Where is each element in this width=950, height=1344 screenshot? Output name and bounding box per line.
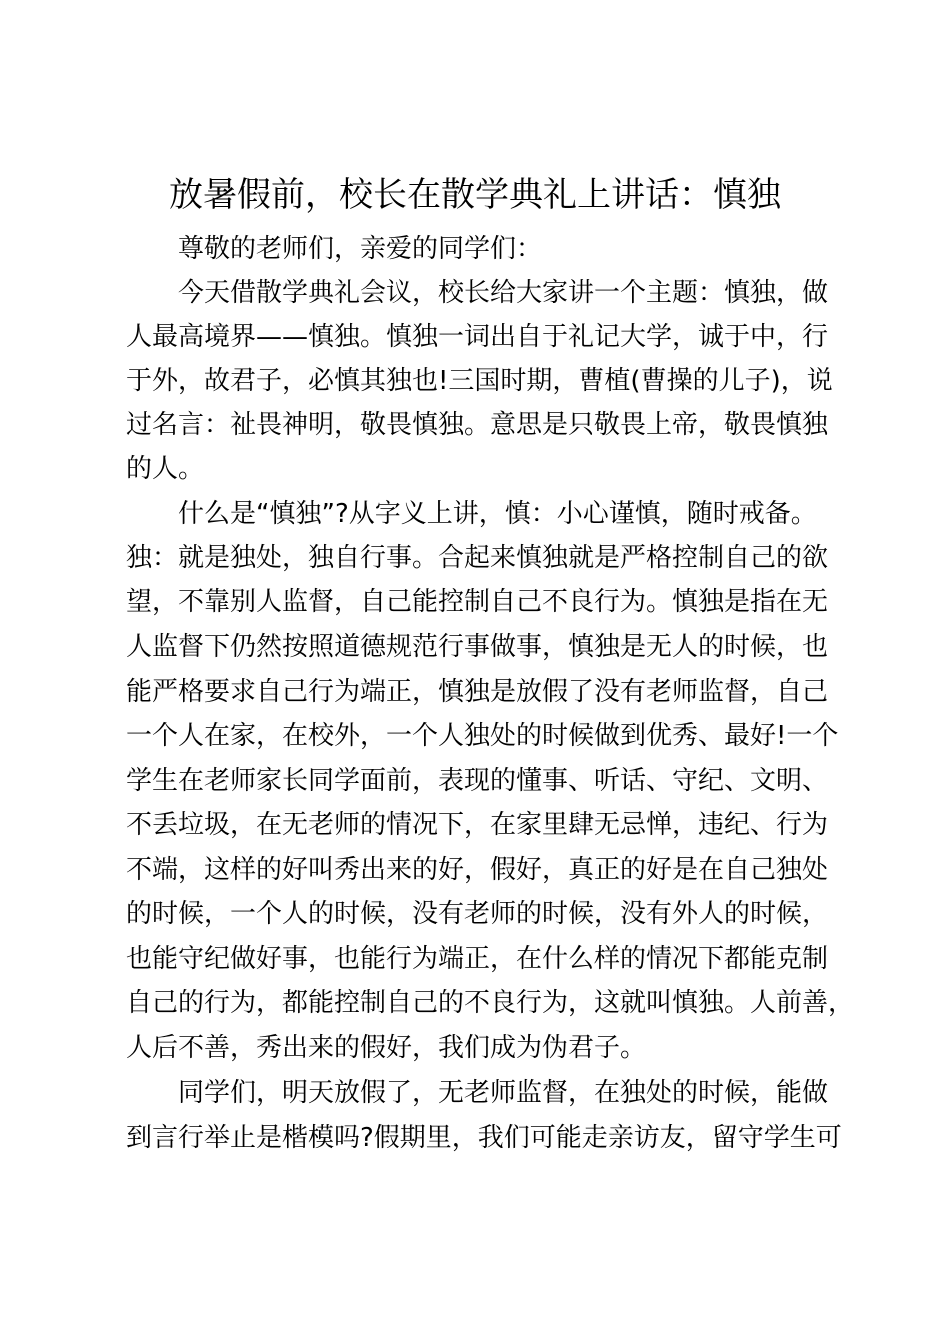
paragraph-line: 自己的行为，都能控制自己的不良行为，这就叫慎独。人前善， xyxy=(126,988,855,1018)
paragraph-line: 人监督下仍然按照道德规范行事做事，慎独是无人的时候，也 xyxy=(126,632,829,662)
paragraph-line: 不端，这样的好叫秀出来的好，假好，真正的好是在自己独处 xyxy=(126,855,829,885)
paragraph-line: 过名言：祉畏神明，敬畏慎独。意思是只敬畏上帝，敬畏慎独 xyxy=(126,410,829,440)
paragraph-line: 什么是“慎独”?从字义上讲，慎：小心谨慎，随时戒备。 xyxy=(178,499,817,529)
paragraph-line: 的时候，一个人的时候，没有老师的时候，没有外人的时候， xyxy=(126,899,829,929)
paragraph-line: 人最高境界——慎独。慎独一词出自于礼记大学，诚于中，行 xyxy=(126,322,829,352)
paragraph-line: 的人。 xyxy=(126,454,205,484)
document-title: 放暑假前，校长在散学典礼上讲话：慎独 xyxy=(169,175,781,215)
paragraph-line: 能严格要求自己行为端正，慎独是放假了没有老师监督，自己 xyxy=(126,677,829,707)
paragraph-line: 到言行举止是楷模吗?假期里，我们可能走亲访友，留守学生可 xyxy=(126,1123,842,1153)
paragraph-line: 一个人在家，在校外，一个人独处的时候做到优秀、最好!一个 xyxy=(126,721,839,751)
paragraph-line: 于外，故君子，必慎其独也!三国时期，曹植(曹操的儿子)，说 xyxy=(126,366,833,396)
paragraph-line: 同学们，明天放假了，无老师监督，在独处的时候，能做 xyxy=(178,1078,829,1108)
paragraph-line: 也能守纪做好事，也能行为端正，在什么样的情况下都能克制 xyxy=(126,944,829,974)
paragraph-line: 不丢垃圾，在无老师的情况下，在家里肆无忌惮，违纪、行为 xyxy=(126,810,829,840)
paragraph-line: 独：就是独处，独自行事。合起来慎独就是严格控制自己的欲 xyxy=(126,543,829,573)
paragraph-line: 学生在老师家长同学面前，表现的懂事、听话、守纪、文明、 xyxy=(126,766,829,796)
paragraph-line: 人后不善，秀出来的假好，我们成为伪君子。 xyxy=(126,1033,647,1063)
paragraph-line: 望，不靠别人监督，自己能控制自己不良行为。慎独是指在无 xyxy=(126,587,829,617)
greeting-line: 尊敬的老师们，亲爱的同学们： xyxy=(178,234,543,264)
paragraph-line: 今天借散学典礼会议，校长给大家讲一个主题：慎独，做 xyxy=(178,278,829,308)
